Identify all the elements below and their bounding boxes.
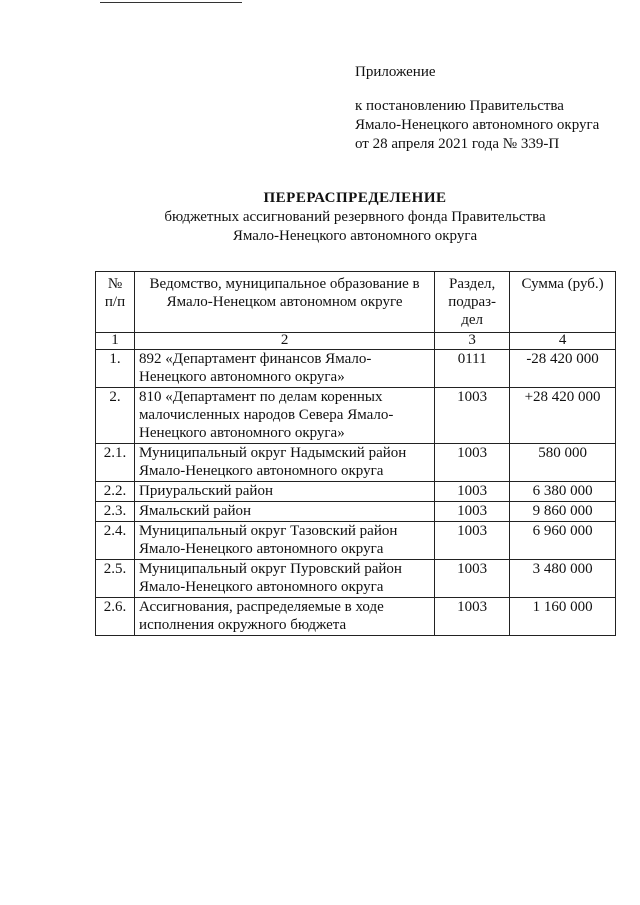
table-row: [96, 522, 616, 560]
row-number: 2.2.: [96, 482, 135, 502]
row-section: 1003: [435, 598, 510, 636]
row-sum: +28 420 000: [510, 388, 616, 444]
department-line: Ассигнования, распределяемые в ходе: [139, 599, 384, 615]
subtitle-line: Ямало-Ненецкого автономного округа: [232, 228, 478, 244]
header-section-line: Раздел,: [449, 276, 496, 292]
header-num-line: №: [107, 276, 123, 292]
appendix-label: Приложение: [355, 64, 436, 80]
row-department: [135, 350, 435, 388]
row-department: [135, 444, 435, 482]
row-sum: 580 000: [510, 444, 616, 482]
header-sum: [510, 272, 616, 333]
row-sum: 6 380 000: [510, 482, 616, 502]
row-section: 1003: [435, 502, 510, 522]
resolution-reference: [355, 97, 599, 154]
department-line: 810 «Департамент по делам коренных: [139, 389, 383, 405]
header-section-line: дел: [461, 312, 484, 328]
table-header-row: [96, 272, 616, 333]
department-line: 892 «Департамент финансов Ямало-: [139, 351, 372, 367]
row-number: 2.3.: [96, 502, 135, 522]
reallocation-table: [95, 271, 616, 636]
resolution-line: к постановлению Правительства: [355, 98, 564, 114]
row-section: 1003: [435, 560, 510, 598]
header-num-line: п/п: [104, 294, 126, 310]
resolution-line: от 28 апреля 2021 года № 339-П: [355, 136, 560, 152]
department-line: Ямало-Ненецкого автономного округа: [139, 579, 384, 595]
row-section: 1003: [435, 444, 510, 482]
row-number: 2.5.: [96, 560, 135, 598]
row-section: 1003: [435, 388, 510, 444]
row-number: 2.4.: [96, 522, 135, 560]
index-cell: 1: [96, 333, 135, 350]
header-section: [435, 272, 510, 333]
row-sum: 9 860 000: [510, 502, 616, 522]
index-cell: 2: [135, 333, 435, 350]
table-row: [96, 502, 616, 522]
table-row: [96, 560, 616, 598]
row-section: 1003: [435, 482, 510, 502]
subtitle-line: бюджетных ассигнований резервного фонда Правительства: [164, 209, 546, 225]
document-subtitle: [0, 208, 640, 246]
department-line: исполнения окружного бюджета: [139, 617, 347, 633]
header-section-line: подраз-: [448, 294, 497, 310]
row-number: 1.: [96, 350, 135, 388]
table-row: [96, 350, 616, 388]
row-department: [135, 482, 435, 502]
row-sum: 3 480 000: [510, 560, 616, 598]
row-sum: -28 420 000: [510, 350, 616, 388]
department-line: Муниципальный округ Тазовский район: [139, 523, 398, 539]
row-number: 2.1.: [96, 444, 135, 482]
index-row: [96, 333, 616, 350]
row-department: [135, 388, 435, 444]
row-sum: 6 960 000: [510, 522, 616, 560]
header-num: [96, 272, 135, 333]
header-department-line: Ведомство, муниципальное образование в: [149, 276, 420, 292]
department-line: Приуральский район: [139, 483, 273, 499]
row-department: [135, 560, 435, 598]
row-sum: 1 160 000: [510, 598, 616, 636]
department-line: Ямальский район: [139, 503, 252, 519]
table-row: [96, 444, 616, 482]
row-number: 2.6.: [96, 598, 135, 636]
document-title: ПЕРЕРАСПРЕДЕЛЕНИЕ: [263, 190, 447, 206]
index-cell: 3: [435, 333, 510, 350]
resolution-line: Ямало-Ненецкого автономного округа: [355, 117, 600, 133]
index-cell: 4: [510, 333, 616, 350]
row-department: [135, 598, 435, 636]
row-department: [135, 522, 435, 560]
header-department: [135, 272, 435, 333]
table-row: [96, 388, 616, 444]
department-line: Муниципальный округ Надымский район: [139, 445, 407, 461]
top-divider-line: [100, 2, 242, 3]
row-section: 1003: [435, 522, 510, 560]
department-line: Ненецкого автономного округа»: [139, 369, 345, 385]
department-line: Ямало-Ненецкого автономного округа: [139, 463, 384, 479]
department-line: малочисленных народов Севера Ямало-: [139, 407, 394, 423]
department-line: Ямало-Ненецкого автономного округа: [139, 541, 384, 557]
row-number: 2.: [96, 388, 135, 444]
table-row: [96, 598, 616, 636]
row-department: [135, 502, 435, 522]
header-department-line: Ямало-Ненецком автономном округе: [166, 294, 403, 310]
table-row: [96, 482, 616, 502]
department-line: Ненецкого автономного округа»: [139, 425, 345, 441]
department-line: Муниципальный округ Пуровский район: [139, 561, 402, 577]
row-section: 0111: [435, 350, 510, 388]
header-sum-line: Сумма (руб.): [521, 276, 604, 292]
